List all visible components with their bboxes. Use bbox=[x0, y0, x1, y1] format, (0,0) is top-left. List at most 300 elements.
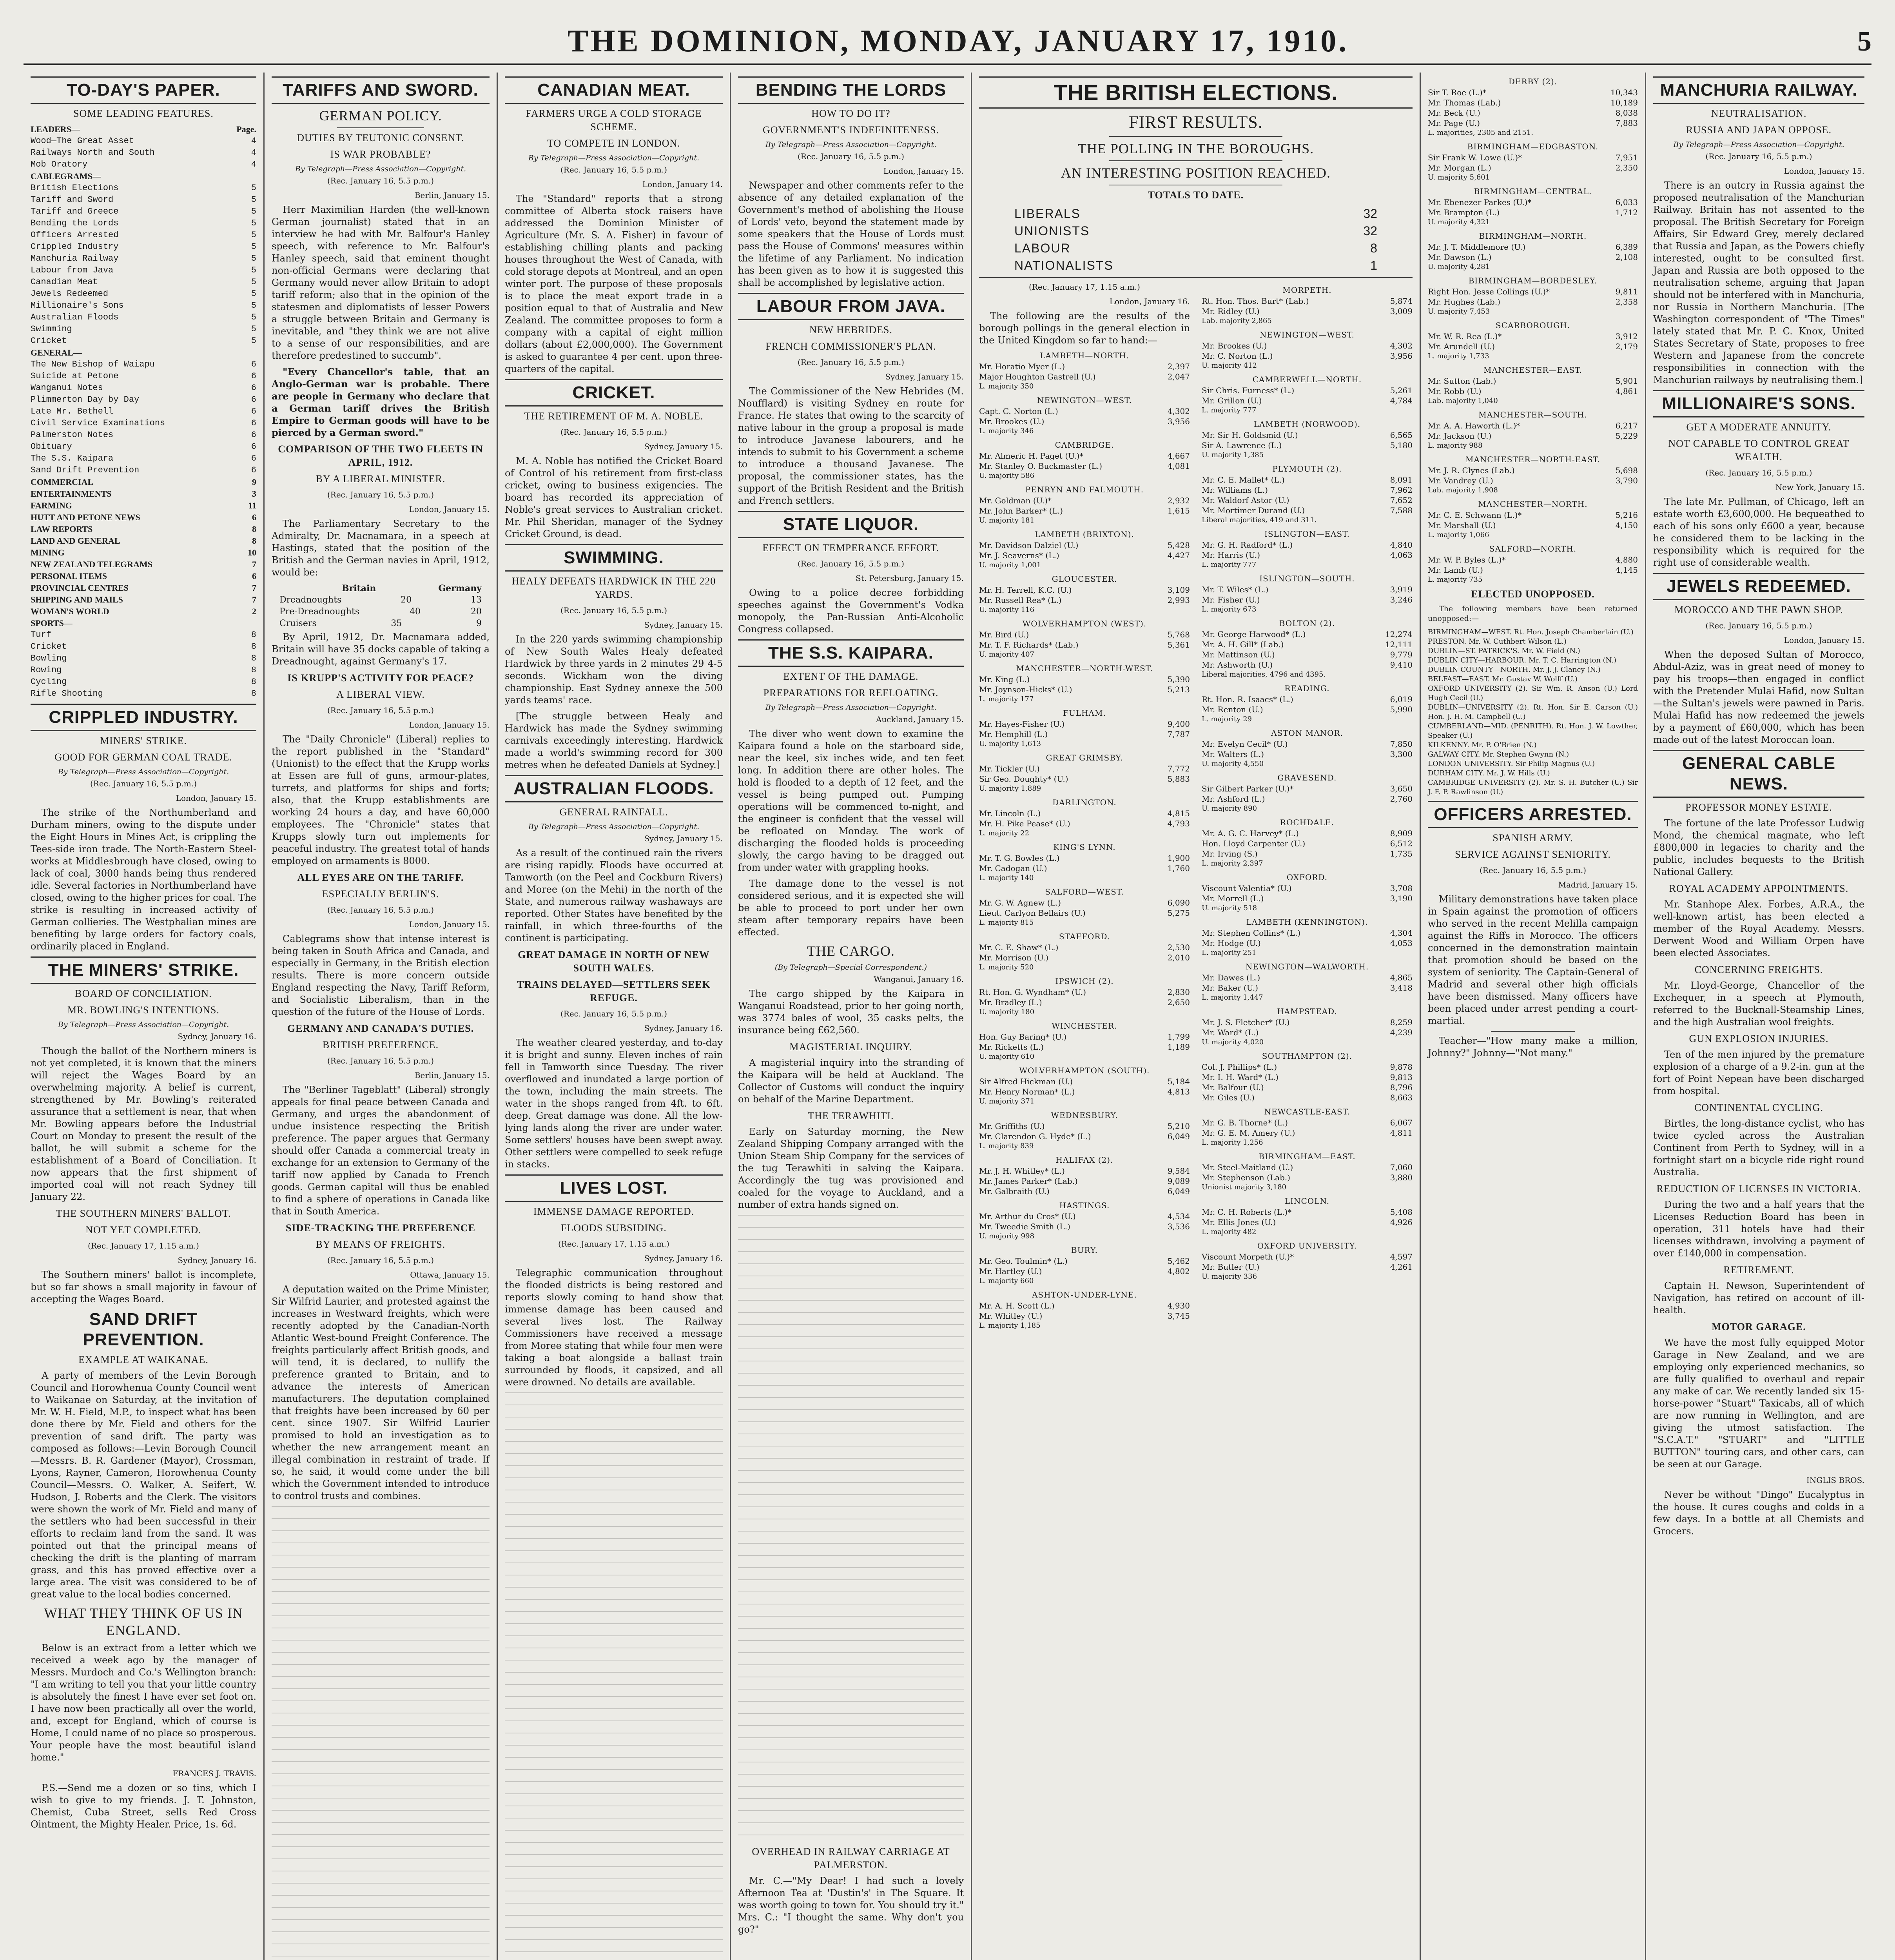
candidate-row bbox=[1202, 1082, 1413, 1093]
article-body: The damage done to the vessel is not considered serious, and it is expected she will be able to proceed to port under her own steam after temporary repairs have been effected. bbox=[738, 878, 964, 938]
cable-item-body: Mr. Stanhope Alex. Forbes, A.R.A., the well-known artist, has been elected a member of the Royal Academy. Messrs. Derwent Wood and William Orpen have been elected Associates. bbox=[1653, 899, 1864, 958]
article-subheading: DUTIES BY TEUTONIC CONSENT. bbox=[297, 132, 464, 143]
candidate-name: Viscount Valentia* (U.) bbox=[1202, 884, 1292, 893]
candidate-votes: 3,246 bbox=[1390, 595, 1413, 604]
article-body: P.S.—Send me a dozen or so tins, which I wish to give to my friends. J. T. Johnston, Chemist, Cuba Street, sells Red Cross Ointment, the Mighty Healer. Price, 1s. 6d. bbox=[31, 1782, 256, 1830]
totals-party: LIBERALS bbox=[1014, 207, 1081, 221]
column-5 bbox=[972, 73, 1421, 1960]
candidate-votes: 12,111 bbox=[1385, 640, 1413, 649]
article-body: The late Mr. Pullman, of Chicago, left an estate worth £3,600,000. He bequeathed to each of his sons only £600 a year, because he considered them to be lacking in the responsibility which is required for the right use of considerable wealth. bbox=[1653, 496, 1864, 568]
candidate-row bbox=[1202, 430, 1413, 440]
fleet-table-cell: Dreadnoughts bbox=[279, 595, 342, 605]
candidate-votes: 3,109 bbox=[1167, 585, 1190, 595]
candidate-name: Mr. Marshall (U.) bbox=[1428, 521, 1496, 530]
candidate-votes: 9,813 bbox=[1390, 1073, 1413, 1082]
index-page: 6 bbox=[251, 383, 256, 393]
candidate-votes: 7,850 bbox=[1390, 739, 1413, 749]
index-label: Cycling bbox=[31, 677, 67, 687]
article-subheading: SERVICE AGAINST SENIORITY. bbox=[1455, 849, 1611, 860]
candidate-row bbox=[1428, 98, 1638, 108]
candidate-votes: 2,830 bbox=[1167, 987, 1190, 997]
candidate-name: Mr. Grillon (U.) bbox=[1202, 396, 1262, 405]
constituency-name: READING. bbox=[1284, 684, 1330, 693]
index-row bbox=[31, 194, 256, 206]
candidate-name: Mr. Hartley (U.) bbox=[979, 1267, 1042, 1276]
constituency-name: STAFFORD. bbox=[1059, 932, 1110, 941]
index-page: 5 bbox=[251, 301, 256, 310]
candidate-votes: 5,261 bbox=[1390, 386, 1413, 395]
constituency-result bbox=[1202, 817, 1413, 868]
candidate-votes: 5,768 bbox=[1167, 630, 1190, 639]
candidate-row bbox=[979, 898, 1190, 908]
candidate-votes: 1,760 bbox=[1167, 864, 1190, 873]
article-subheading: BOARD OF CONCILIATION. bbox=[75, 988, 212, 999]
index-label: Bending the Lords bbox=[31, 218, 119, 228]
candidate-name: Mr. G. E. M. Amery (U.) bbox=[1202, 1128, 1295, 1138]
candidate-name: Mr. Steel-Maitland (U.) bbox=[1202, 1163, 1293, 1172]
index-label: Manchuria Railway bbox=[31, 254, 119, 263]
ss-kaipara-heading: THE S.S. KAIPARA. bbox=[738, 639, 964, 667]
index-page: 6 bbox=[251, 442, 256, 452]
candidate-votes: 3,009 bbox=[1390, 307, 1413, 316]
article-body: The strike of the Northumberland and Durham miners, owing to the dispute under the Eight Hours in Mines Act, is crippling the Tees-side iron trade. The North-Eastern Steel-works at Middlesbrough have closed, owing to lack of coal, 3000 hands being thus rendered idle. Several factories in Northumberland have closed, owing to the higher prices for coal. The strike is resulting in increased activity of German collieries. The Westphalian mines are benefiting by large orders for factory coals, ordinarily placed in England. bbox=[31, 807, 256, 952]
candidate-votes: 3,650 bbox=[1390, 784, 1413, 793]
constituency-result bbox=[979, 887, 1190, 927]
candidate-votes: 2,650 bbox=[1167, 998, 1190, 1007]
article-body: The "Berliner Tageblatt" (Liberal) strongly appeals for final peace between Canada and Germany, and urges the abandonment of undue insistence respecting the British preference. The paper argues that Germany should offer Canada a commercial treaty in exchange for an extension to Germany of the tariff now applied by Canada to French goods. German capital will thus be enabled to find a sphere of operations in Canada like that in South America. bbox=[272, 1084, 490, 1217]
candidate-votes: 6,019 bbox=[1390, 695, 1413, 704]
index-row bbox=[31, 465, 256, 476]
majority-note: U. majority 371 bbox=[979, 1097, 1035, 1105]
candidate-votes: 6,067 bbox=[1390, 1118, 1413, 1127]
constituency-result bbox=[1202, 1107, 1413, 1147]
index-row bbox=[31, 394, 256, 406]
candidate-row bbox=[1202, 629, 1413, 639]
candidate-votes: 7,951 bbox=[1615, 153, 1638, 162]
candidate-name: Mr. C. Norton (L.) bbox=[1202, 351, 1273, 361]
article-subheading: MR. BOWLING'S INTENTIONS. bbox=[67, 1004, 219, 1016]
majority-note: U. majority 7,453 bbox=[1428, 307, 1490, 316]
majority-note: L. majority 520 bbox=[979, 963, 1034, 971]
candidate-name: Mr. Joynson-Hicks* (U.) bbox=[979, 685, 1072, 694]
candidate-name: Mr. Goldman (U.)* bbox=[979, 496, 1052, 505]
article-subheading: NEUTRALISATION. bbox=[1711, 108, 1807, 119]
candidate-row bbox=[979, 1221, 1190, 1232]
article-body: The following members have been returned unopposed:— bbox=[1428, 604, 1638, 623]
constituency-name: LAMBETH (NORWOOD). bbox=[1253, 419, 1361, 429]
candidate-name: Major Houghton Gastrell (U.) bbox=[979, 372, 1096, 381]
article-subheading: THE SOUTHERN MINERS' BALLOT. bbox=[56, 1208, 231, 1219]
received-date: (Rec. January 16, 5.5 p.m.) bbox=[560, 427, 667, 437]
article-subheading: MOROCCO AND THE PAWN SHOP. bbox=[1674, 604, 1843, 615]
candidate-votes: 4,802 bbox=[1167, 1267, 1190, 1276]
index-row bbox=[31, 276, 256, 288]
fleet-table-cell: Cruisers bbox=[279, 619, 317, 628]
byline: By Telegraph—Press Association—Copyright. bbox=[1673, 140, 1844, 149]
majority-note: L. majority 22 bbox=[979, 829, 1030, 837]
candidate-name: Mr. Brookes (U.) bbox=[979, 417, 1045, 426]
state-liquor-heading: STATE LIQUOR. bbox=[738, 511, 964, 538]
article-subheading: SIDE-TRACKING THE PREFERENCE bbox=[285, 1222, 476, 1234]
candidate-name: Right Hon. Jesse Collings (U.)* bbox=[1428, 287, 1550, 296]
candidate-name: Mr. James Parker* (Lab.) bbox=[979, 1176, 1078, 1186]
candidate-votes: 6,049 bbox=[1167, 1187, 1190, 1196]
constituency-name: SALFORD—NORTH. bbox=[1489, 544, 1577, 554]
candidate-row bbox=[1202, 1172, 1413, 1183]
candidate-row bbox=[1428, 118, 1638, 128]
candidate-row bbox=[979, 1211, 1190, 1221]
majority-note: Liberal majorities, 419 and 311. bbox=[1202, 516, 1317, 524]
index-row bbox=[31, 417, 256, 429]
constituency-result bbox=[979, 976, 1190, 1017]
candidate-votes: 6,389 bbox=[1615, 242, 1638, 252]
unopposed-member: GALWAY CITY. Mr. Stephen Gwynn (N.) bbox=[1428, 750, 1569, 759]
index-label: ENTERTAINMENTS bbox=[31, 489, 112, 499]
totals-row bbox=[1014, 257, 1377, 274]
index-page: 6 bbox=[251, 454, 256, 463]
fleet-table-cell: 9 bbox=[476, 619, 482, 628]
constituency-name: KING'S LYNN. bbox=[1053, 842, 1116, 852]
index-row bbox=[31, 429, 256, 441]
constituency-result bbox=[979, 1065, 1190, 1106]
advertisement: We have the most fully equipped Motor Garage in New Zealand, and we are employing only experienced mechanics, so are fully qualified to overhaul and repair any make of car. We recently landed six 15-horse-power "Stuart" Taxicabs, all of which are now running in Wellington, and are giving the utmost satisfaction. The "S.C.A.T." "STUART" and "LITTLE BUTTON" touring cars, and other cars, can be seen at our Garage. bbox=[1653, 1337, 1864, 1470]
text-filler bbox=[505, 1392, 723, 1960]
article-subheading: THE RETIREMENT OF M. A. NOBLE. bbox=[524, 410, 704, 422]
constituency-result bbox=[1202, 419, 1413, 460]
candidate-votes: 1,712 bbox=[1615, 208, 1638, 217]
candidate-row bbox=[1428, 87, 1638, 98]
candidate-row bbox=[979, 1121, 1190, 1131]
candidate-votes: 4,815 bbox=[1167, 809, 1190, 818]
candidate-votes: 5,874 bbox=[1390, 296, 1413, 306]
candidate-votes: 9,089 bbox=[1167, 1176, 1190, 1186]
index-page: 5 bbox=[251, 254, 256, 263]
index-row bbox=[31, 676, 256, 688]
candidate-row bbox=[979, 1186, 1190, 1196]
candidate-name: Mr. Mattinson (U.) bbox=[1202, 650, 1275, 659]
jewels-redeemed-heading: JEWELS REDEEMED. bbox=[1653, 573, 1864, 600]
majority-note: L. majority 1,066 bbox=[1428, 531, 1489, 539]
unopposed-member: BIRMINGHAM—WEST. Rt. Hon. Joseph Chamberlain (U.) bbox=[1428, 628, 1634, 636]
candidate-name: Viscount Morpeth (U.)* bbox=[1202, 1252, 1294, 1261]
candidate-name: Mr. Baker (U.) bbox=[1202, 983, 1258, 993]
candidate-row bbox=[1202, 1262, 1413, 1272]
candidate-row bbox=[979, 774, 1190, 784]
candidate-votes: 3,536 bbox=[1167, 1222, 1190, 1231]
candidate-name: Mr. Bird (U.) bbox=[979, 630, 1029, 639]
constituency-result bbox=[1202, 773, 1413, 813]
candidate-name: Mr. J. T. Middlemore (U.) bbox=[1428, 242, 1526, 252]
constituency-result bbox=[1202, 683, 1413, 724]
dateline: London, January 15. bbox=[409, 720, 490, 730]
candidate-votes: 10,189 bbox=[1610, 98, 1638, 107]
candidate-name: Lieut. Carlyon Bellairs (U.) bbox=[979, 908, 1086, 918]
index-row bbox=[31, 171, 256, 182]
index-page: 6 bbox=[251, 418, 256, 428]
candidate-row bbox=[1428, 376, 1638, 386]
cable-item-heading: REDUCTION OF LICENSES IN VICTORIA. bbox=[1656, 1183, 1861, 1194]
candidate-row bbox=[979, 1076, 1190, 1087]
constituency-name: NEWINGTON—WEST. bbox=[1260, 330, 1355, 339]
fleet-table-head-cell: Britain bbox=[342, 583, 376, 593]
candidate-name: Mr. Almeric H. Paget (U.)* bbox=[979, 451, 1084, 461]
byline: By Telegraph—Press Association—Copyright. bbox=[528, 822, 700, 831]
constituency-result bbox=[979, 485, 1190, 525]
dateline: Sydney, January 15. bbox=[644, 834, 723, 843]
candidate-name: Mr. Ebenezer Parkes (U.)* bbox=[1428, 198, 1532, 207]
index-label: Tariff and Greece bbox=[31, 207, 119, 216]
candidate-votes: 4,063 bbox=[1390, 550, 1413, 560]
candidate-row bbox=[979, 1301, 1190, 1311]
candidate-name: Mr. John Barker* (L.) bbox=[979, 506, 1063, 515]
candidate-votes: 8,259 bbox=[1390, 1018, 1413, 1027]
constituency-result bbox=[1428, 142, 1638, 182]
dateline: London, January 14. bbox=[642, 180, 723, 189]
candidate-votes: 2,932 bbox=[1167, 496, 1190, 505]
cable-item-body: During the two and a half years that the Licenses Reduction Board has been in operation, 311 hotels have had their licenses withdrawn, involving a payment of over £140,000 in compensation. bbox=[1653, 1199, 1864, 1259]
article-body: In the 220 yards swimming championship of New South Wales Healy defeated Hardwick by three yards in 2 minutes 29 4-5 seconds. Wickham won the diving championship. East Sydney annexe the 500 yards teams' race. bbox=[505, 634, 723, 706]
majority-note: L. majority 2,397 bbox=[1202, 859, 1263, 867]
index-row bbox=[31, 512, 256, 523]
majority-note: U. majority 4,550 bbox=[1202, 760, 1264, 768]
index-row bbox=[31, 547, 256, 559]
index-row bbox=[31, 523, 256, 535]
candidate-name: Mr. Stephen Collins* (L.) bbox=[1202, 928, 1301, 938]
cable-item-body: Mr. Lloyd-George, Chancellor of the Exchequer, in a speech at Plymouth, referred to the Bucknall-Steamship Lines, and the high Australian wool freights. bbox=[1653, 980, 1864, 1027]
candidate-row bbox=[1202, 983, 1413, 993]
election-results-left bbox=[979, 350, 1190, 1330]
candidate-name: Mr. Balfour (U.) bbox=[1202, 1083, 1264, 1092]
candidate-row bbox=[979, 372, 1190, 382]
majority-note: U. majority 518 bbox=[1202, 904, 1257, 912]
index-row bbox=[31, 570, 256, 582]
candidate-name: Mr. Harris (U.) bbox=[1202, 550, 1260, 560]
candidate-row bbox=[1202, 540, 1413, 550]
candidate-votes: 5,361 bbox=[1167, 640, 1190, 650]
constituency-name: HAMPSTEAD. bbox=[1277, 1007, 1337, 1016]
candidate-name: Mr. C. E. Schwann (L.)* bbox=[1428, 510, 1522, 520]
candidate-row bbox=[1202, 341, 1413, 351]
index-row bbox=[31, 123, 256, 135]
officers-arrested-heading: OFFICERS ARRESTED. bbox=[1428, 801, 1638, 828]
candidate-row bbox=[1428, 520, 1638, 530]
candidate-row bbox=[1202, 1072, 1413, 1082]
candidate-votes: 5,408 bbox=[1390, 1207, 1413, 1217]
candidate-row bbox=[979, 495, 1190, 506]
majority-note: U. majority 4,020 bbox=[1202, 1038, 1264, 1046]
candidate-votes: 6,512 bbox=[1390, 839, 1413, 848]
candidate-name: Mr. T. F. Richards* (Lab.) bbox=[979, 640, 1079, 650]
constituency-name: MANCHESTER—SOUTH. bbox=[1478, 410, 1587, 419]
index-label: MINING bbox=[31, 548, 65, 557]
millionaires-sons-heading: MILLIONAIRE'S SONS. bbox=[1653, 390, 1864, 417]
masthead bbox=[24, 20, 1871, 65]
index-row bbox=[31, 335, 256, 347]
index-row bbox=[31, 253, 256, 265]
received-date: (Rec. January 16, 5.5 p.m.) bbox=[327, 1056, 434, 1065]
candidate-votes: 5,213 bbox=[1167, 685, 1190, 694]
index-page: 5 bbox=[251, 195, 256, 205]
article-body: The Parliamentary Secretary to the Admiralty, Dr. Macnamara, in a speech at Hastings, stated that the position of the British and the German navies in April, 1912, would be: bbox=[272, 518, 490, 578]
column-1 bbox=[24, 73, 265, 1960]
index-label: PERSONAL ITEMS bbox=[31, 571, 107, 581]
article-subheading: AN INTERESTING POSITION REACHED. bbox=[1061, 165, 1331, 181]
sand-drift-heading: SAND DRIFT PREVENTION. bbox=[83, 1310, 204, 1349]
candidate-row bbox=[979, 1266, 1190, 1276]
candidate-name: Mr. Arundell (U.) bbox=[1428, 342, 1495, 351]
candidate-votes: 2,108 bbox=[1615, 252, 1638, 262]
constituency-name: CAMBRIDGE. bbox=[1055, 440, 1114, 450]
candidate-row bbox=[1428, 465, 1638, 475]
candidate-name: Mr. Waldorf Astor (U.) bbox=[1202, 495, 1289, 505]
constituency-name: WEDNESBURY. bbox=[1051, 1111, 1118, 1120]
candidate-votes: 2,530 bbox=[1167, 943, 1190, 952]
index-page: Page. bbox=[236, 124, 256, 134]
crippled-industry-heading: CRIPPLED INDUSTRY. bbox=[31, 704, 256, 731]
article-subheading: THE TERAWHITI. bbox=[808, 1110, 894, 1122]
majority-note: U. majority 412 bbox=[1202, 361, 1257, 370]
candidate-row bbox=[1202, 704, 1413, 715]
constituency-result bbox=[1202, 374, 1413, 415]
index-row bbox=[31, 288, 256, 300]
text-filler bbox=[738, 1215, 964, 1842]
unopposed-member: DUBLIN—ST. PATRICK'S. Mr. W. Field (N.) bbox=[1428, 647, 1580, 655]
fleet-table-cell: 40 bbox=[410, 607, 421, 617]
fleet-table-cell: 35 bbox=[391, 619, 402, 628]
candidate-votes: 4,861 bbox=[1615, 387, 1638, 396]
index-page: 8 bbox=[251, 653, 256, 663]
fleet-table-cell: Pre-Dreadnoughts bbox=[279, 607, 360, 617]
candidate-row bbox=[1202, 440, 1413, 450]
article-subheading: MOTOR GARAGE. bbox=[1712, 1321, 1806, 1332]
index-label: Australian Floods bbox=[31, 312, 119, 322]
majority-note: U. majority 336 bbox=[1202, 1272, 1257, 1281]
candidate-votes: 4,865 bbox=[1390, 973, 1413, 982]
candidate-row bbox=[1202, 794, 1413, 804]
constituency-result bbox=[979, 1245, 1190, 1286]
page-number: 5 bbox=[1857, 25, 1871, 57]
candidate-votes: 4,145 bbox=[1615, 565, 1638, 575]
fleet-table-row bbox=[279, 594, 482, 606]
article-subheading: GERMAN POLICY. bbox=[319, 108, 442, 123]
article-subheading: TO COMPETE IN LONDON. bbox=[547, 138, 680, 149]
index-row bbox=[31, 182, 256, 194]
majority-note: Liberal majorities, 4796 and 4395. bbox=[1202, 670, 1326, 679]
candidate-votes: 2,760 bbox=[1390, 794, 1413, 804]
index-page: 7 bbox=[252, 583, 256, 593]
candidate-name: Mr. Horatio Myer (L.) bbox=[979, 362, 1065, 371]
constituency-name: NEWINGTON—WEST. bbox=[1037, 396, 1132, 405]
candidate-votes: 5,184 bbox=[1167, 1077, 1190, 1086]
candidate-votes: 6,049 bbox=[1167, 1132, 1190, 1141]
candidate-votes: 9,584 bbox=[1167, 1166, 1190, 1176]
candidate-row bbox=[1202, 584, 1413, 595]
index-page: 6 bbox=[251, 395, 256, 405]
candidate-name: Rt. Hon. R. Isaacs* (L.) bbox=[1202, 695, 1293, 704]
tariffs-and-sword-heading: TARIFFS AND SWORD. bbox=[272, 76, 490, 104]
candidate-votes: 2,358 bbox=[1615, 297, 1638, 307]
dateline: Sydney, January 16. bbox=[178, 1032, 256, 1041]
fleet-comparison-table bbox=[279, 583, 482, 630]
index-page: 3 bbox=[252, 489, 256, 499]
article-subheading: GREAT DAMAGE IN NORTH OF NEW SOUTH WALES. bbox=[518, 949, 710, 974]
candidate-votes: 9,779 bbox=[1390, 650, 1413, 659]
index-page: 5 bbox=[251, 242, 256, 252]
fleet-table-cell: 20 bbox=[401, 595, 412, 605]
candidate-name: Mr. Cadogan (U.) bbox=[979, 864, 1047, 873]
constituency-name: SOUTHAMPTON (2). bbox=[1262, 1051, 1353, 1061]
index-page: 8 bbox=[251, 642, 256, 652]
article-body: Newspaper and other comments refer to the absence of any detailed explanation of the Government's method of abolishing the House of Lords' veto, beyond the statement made by some speakers that the House of Lords must pass the House of Commons' measures within the lifetime of any Parliament. No indication has been given as to how it is suggested this shall be accomplished by legislative action. bbox=[738, 180, 964, 288]
candidate-row bbox=[1428, 555, 1638, 565]
index-label: The S.S. Kaipara bbox=[31, 454, 114, 463]
majority-note: L. majority 140 bbox=[979, 874, 1034, 882]
todays-paper-heading: TO-DAY'S PAPER. bbox=[31, 76, 256, 104]
constituency-result bbox=[1202, 285, 1413, 326]
article-subheading: IS WAR PROBABLE? bbox=[330, 149, 431, 160]
constituency-name: BOLTON (2). bbox=[1279, 619, 1335, 628]
candidate-row bbox=[1428, 421, 1638, 431]
majority-note: U. majority 1,613 bbox=[979, 740, 1041, 748]
article-subheading: RUSSIA AND JAPAN OPPOSE. bbox=[1686, 124, 1832, 136]
totals-party: UNIONISTS bbox=[1014, 224, 1090, 238]
index-row bbox=[31, 382, 256, 394]
candidate-votes: 10,343 bbox=[1610, 88, 1638, 97]
candidate-row bbox=[979, 1256, 1190, 1266]
totals-row bbox=[1014, 240, 1377, 257]
majority-note: U. majority 1,889 bbox=[979, 784, 1041, 793]
index-page: 6 bbox=[251, 407, 256, 416]
index-label: Millionaire's Sons bbox=[31, 301, 124, 310]
candidate-votes: 4,926 bbox=[1390, 1218, 1413, 1227]
constituency-name: SCARBOROUGH. bbox=[1495, 321, 1570, 330]
candidate-name: Sir Chris. Furness* (L.) bbox=[1202, 386, 1295, 395]
candidate-votes: 8,038 bbox=[1615, 108, 1638, 118]
candidate-votes: 2,397 bbox=[1167, 362, 1190, 371]
majority-note: L. majority 839 bbox=[979, 1142, 1034, 1150]
totals-seats: 1 bbox=[1370, 258, 1377, 272]
candidate-name: Mr. G. H. Radford* (L.) bbox=[1202, 540, 1293, 550]
majority-note: L. majority 1,733 bbox=[1428, 352, 1489, 360]
candidate-name: Capt. C. Norton (L.) bbox=[979, 407, 1058, 416]
election-results-continued bbox=[1428, 76, 1638, 584]
majority-note: U. majority 116 bbox=[979, 606, 1035, 614]
majority-note: U. majority 610 bbox=[979, 1053, 1035, 1061]
majority-note: L. majority 735 bbox=[1428, 575, 1483, 584]
fleet-table-row bbox=[279, 618, 482, 630]
candidate-name: Mr. Lamb (U.) bbox=[1428, 565, 1483, 575]
index-label: LEADERS— bbox=[31, 124, 80, 134]
index-label: Cricket bbox=[31, 642, 67, 652]
article-subheading: GENERAL RAINFALL. bbox=[559, 806, 668, 818]
candidate-row bbox=[1202, 749, 1413, 759]
index-label: The New Bishop of Waiapu bbox=[31, 359, 155, 369]
candidate-name: Mr. Giles (U.) bbox=[1202, 1093, 1255, 1102]
constituency-result bbox=[1202, 1051, 1413, 1103]
candidate-name: Mr. Lincoln (L.) bbox=[979, 809, 1041, 818]
byline: By Telegraph—Press Association—Copyright. bbox=[765, 703, 937, 712]
constituency-result bbox=[979, 1155, 1190, 1196]
signature: FRANCES J. TRAVIS. bbox=[172, 1769, 256, 1778]
article-body: Mr. C.—"My Dear! I had such a lovely Afternoon Tea at 'Dustin's' in The Square. It was worth going to town for. You should try it." Mrs. C.: "I thought the same. Why don't you go?" bbox=[738, 1875, 964, 1935]
candidate-votes: 5,216 bbox=[1615, 510, 1638, 520]
constituency-result bbox=[979, 753, 1190, 793]
index-page: 6 bbox=[251, 465, 256, 475]
index-row bbox=[31, 594, 256, 606]
index-label: Suicide at Petone bbox=[31, 371, 119, 381]
majority-note: L. majority 660 bbox=[979, 1277, 1034, 1285]
candidate-row bbox=[979, 729, 1190, 739]
